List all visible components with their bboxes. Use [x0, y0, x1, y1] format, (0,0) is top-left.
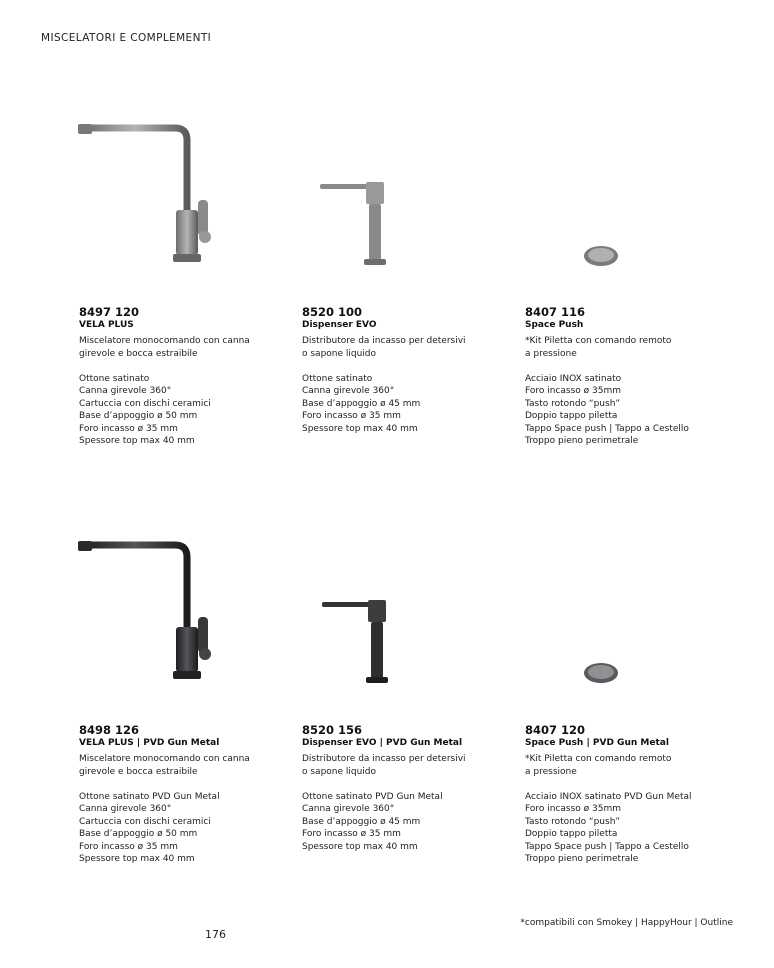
spec-line: Canna girevole 360° [302, 804, 395, 814]
desc-line: o sapone liquido [302, 766, 377, 777]
product-card [79, 305, 279, 448]
spec-line: Foro incasso ø 35 mm [302, 829, 401, 839]
product-name: Dispenser EVO | PVD Gun Metal [302, 738, 463, 748]
desc-line: Miscelatore monocomando con canna [79, 336, 250, 346]
pushbutton-image-satin [582, 243, 620, 269]
spec-line: Canna girevole 360° [79, 804, 172, 814]
spec-line: Ottone satinato PVD Gun Metal [79, 791, 220, 802]
spec-line: Foro incasso ø 35mm [525, 804, 621, 814]
footnote: *compatibili con Smokey | HappyHour | Outline [520, 918, 733, 928]
spec-line: Base d’appoggio ø 45 mm [302, 816, 421, 827]
product-name: Space Push [525, 320, 584, 330]
product-description [79, 335, 279, 360]
product-card [525, 723, 725, 866]
desc-line: a pressione [525, 348, 577, 359]
product-code: 8497 120 [79, 305, 140, 319]
spec-line: Tasto rotondo “push” [525, 816, 621, 827]
spec-line: Foro incasso ø 35mm [525, 386, 621, 396]
spec-line: Spessore top max 40 mm [79, 436, 195, 446]
spec-line: Tappo Space push | Tappo a Cestello [525, 423, 689, 434]
product-card [525, 305, 725, 448]
product-specs [525, 373, 725, 448]
desc-line: *Kit Piletta con comando remoto [525, 336, 672, 346]
desc-line: girevole e bocca estraibile [79, 348, 198, 359]
spec-line: Doppio tappo piletta [525, 829, 618, 839]
product-code: 8407 116 [525, 305, 586, 319]
desc-line: Distributore da incasso per detersivi [302, 754, 466, 764]
product-name: Dispenser EVO [302, 320, 377, 330]
dispenser-image-gunmetal [320, 598, 395, 688]
product-description [302, 335, 502, 360]
dispenser-image-satin [318, 180, 393, 270]
desc-line: *Kit Piletta con comando remoto [525, 754, 672, 764]
product-specs [302, 373, 502, 436]
product-specs [302, 791, 502, 854]
spec-line: Troppo pieno perimetrale [525, 436, 639, 446]
desc-line: a pressione [525, 766, 577, 777]
product-code: 8498 126 [79, 723, 140, 737]
spec-line: Ottone satinato PVD Gun Metal [302, 791, 443, 802]
product-code: 8520 100 [302, 305, 363, 319]
spec-line: Spessore top max 40 mm [302, 423, 418, 434]
product-code: 8407 120 [525, 723, 586, 737]
spec-line: Spessore top max 40 mm [79, 854, 195, 864]
product-description [79, 753, 279, 778]
spec-line: Canna girevole 360° [79, 386, 172, 396]
product-card [79, 723, 279, 866]
spec-line: Acciaio INOX satinato PVD Gun Metal [525, 791, 692, 802]
spec-line: Base d’appoggio ø 50 mm [79, 411, 198, 421]
spec-line: Base d’appoggio ø 50 mm [79, 829, 198, 839]
desc-line: o sapone liquido [302, 348, 377, 359]
desc-line: Distributore da incasso per detersivi [302, 336, 466, 346]
pushbutton-image-gunmetal [582, 660, 620, 686]
desc-line: Miscelatore monocomando con canna [79, 754, 250, 764]
product-code: 8520 156 [302, 723, 363, 737]
spec-line: Tasto rotondo “push” [525, 398, 621, 409]
product-specs [525, 791, 725, 866]
section-header: MISCELATORI E COMPLEMENTI [41, 32, 212, 44]
spec-line: Canna girevole 360° [302, 386, 395, 396]
product-name: Space Push | PVD Gun Metal [525, 738, 669, 748]
spec-line: Ottone satinato [79, 373, 150, 384]
product-card [302, 305, 502, 435]
product-specs [79, 373, 279, 448]
faucet-image-satin [75, 118, 220, 268]
page-number: 176 [205, 928, 226, 941]
product-specs [79, 791, 279, 866]
spec-line: Foro incasso ø 35 mm [79, 423, 178, 434]
spec-line: Foro incasso ø 35 mm [302, 411, 401, 421]
spec-line: Cartuccia con dischi ceramici [79, 398, 211, 409]
product-card [302, 723, 502, 853]
product-description [525, 753, 725, 778]
product-description [302, 753, 502, 778]
spec-line: Foro incasso ø 35 mm [79, 841, 178, 852]
spec-line: Tappo Space push | Tappo a Cestello [525, 841, 689, 852]
spec-line: Cartuccia con dischi ceramici [79, 816, 211, 827]
spec-line: Base d’appoggio ø 45 mm [302, 398, 421, 409]
product-name: VELA PLUS [79, 320, 134, 330]
faucet-image-gunmetal [75, 535, 220, 685]
desc-line: girevole e bocca estraibile [79, 766, 198, 777]
product-name: VELA PLUS | PVD Gun Metal [79, 738, 220, 748]
spec-line: Spessore top max 40 mm [302, 841, 418, 852]
spec-line: Ottone satinato [302, 373, 373, 384]
spec-line: Doppio tappo piletta [525, 411, 618, 421]
product-description [525, 335, 725, 360]
spec-line: Troppo pieno perimetrale [525, 854, 639, 864]
spec-line: Acciaio INOX satinato [525, 373, 622, 384]
